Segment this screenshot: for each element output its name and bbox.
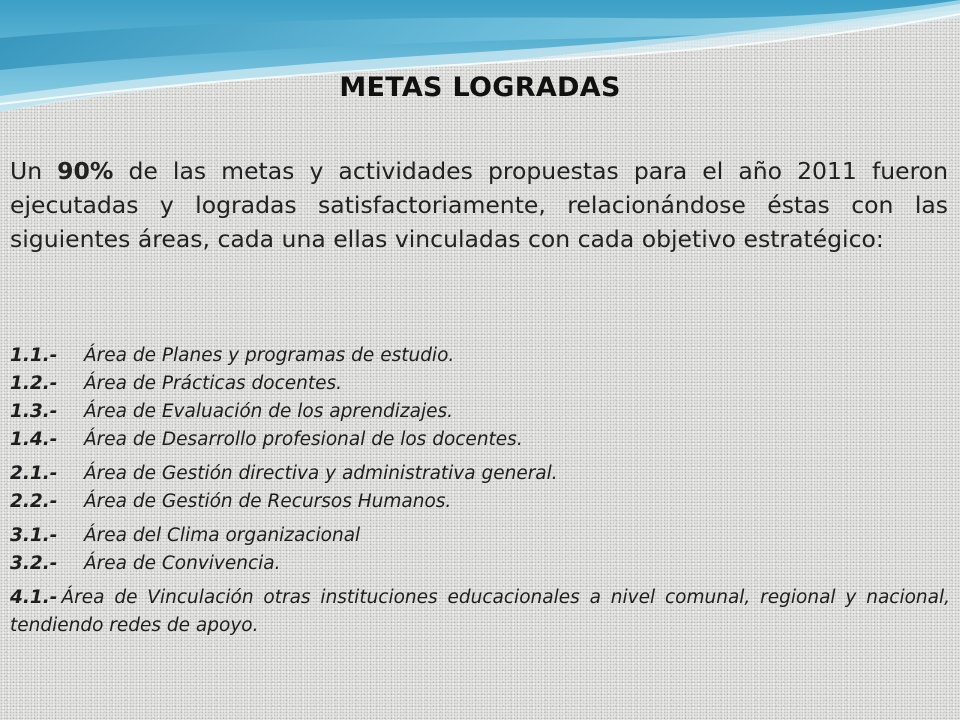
item-number: 2.2.-: [10, 491, 58, 512]
item-text: Área de Gestión directiva y administrativa general.: [84, 463, 558, 484]
list-item: [10, 398, 950, 426]
slide-title: METAS LOGRADAS: [339, 72, 621, 103]
item-number: 3.2.-: [10, 553, 58, 574]
item-text: Área de Gestión de Recursos Humanos.: [84, 491, 452, 512]
item-number: 1.4.-: [10, 429, 58, 450]
item-text: Área de Prácticas docentes.: [84, 373, 343, 394]
areas-list: [10, 342, 950, 640]
intro-prefix: Un: [10, 157, 58, 185]
intro-highlight: 90%: [57, 157, 114, 185]
item-text: Área de Planes y programas de estudio.: [84, 345, 455, 366]
list-item: [10, 584, 950, 640]
item-number: 4.1.-: [10, 587, 58, 608]
intro-paragraph: [10, 154, 948, 256]
item-text: Área de Evaluación de los aprendizajes.: [84, 401, 454, 422]
list-item: [10, 342, 950, 370]
item-number: 1.1.-: [10, 345, 58, 366]
list-item: [10, 488, 950, 516]
intro-rest: de las metas y actividades propuestas para el año 2011 fueron ejecutadas y logradas satisfactoriamente, relacionándose éstas con las siguientes áreas, cada una ellas vinculadas con cada objetivo estratégico:: [10, 157, 948, 253]
list-item: [10, 550, 950, 578]
item-text: Área de Desarrollo profesional de los docentes.: [84, 429, 523, 450]
list-item: [10, 370, 950, 398]
item-text: Área de Vinculación otras instituciones educacionales a nivel comunal, regional y nacional, tendiendo redes de apoyo.: [10, 587, 950, 636]
list-item: [10, 460, 950, 488]
list-item: [10, 522, 950, 550]
list-item: [10, 426, 950, 454]
item-text: Área del Clima organizacional: [84, 525, 361, 546]
item-number: 2.1.-: [10, 463, 58, 484]
item-text: Área de Convivencia.: [84, 553, 281, 574]
item-number: 3.1.-: [10, 525, 58, 546]
item-number: 1.2.-: [10, 373, 58, 394]
item-number: 1.3.-: [10, 401, 58, 422]
